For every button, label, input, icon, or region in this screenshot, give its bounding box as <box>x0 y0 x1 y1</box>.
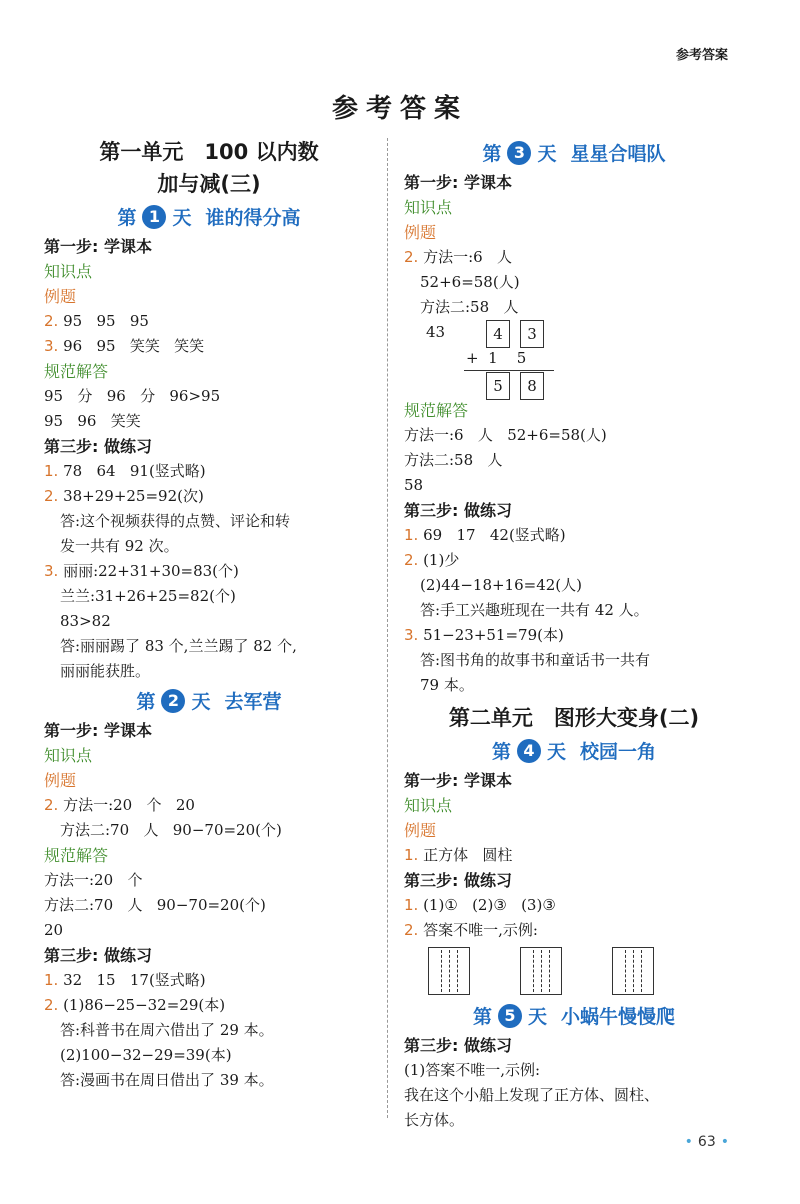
answer-line: 58 <box>404 476 424 494</box>
day-prefix: 第 <box>482 143 502 165</box>
answer-line: 95 96 笑笑 <box>44 412 141 430</box>
answer-text: (1)86−25−32=29(本) <box>58 996 226 1014</box>
example-shapes <box>424 943 744 999</box>
item-number: 2. <box>44 996 59 1014</box>
answer-line: 20 <box>44 921 64 939</box>
answer-line: 答:图书角的故事书和童话书一共有 <box>420 651 651 669</box>
answer-line: (1)答案不唯一,示例: <box>404 1061 541 1079</box>
answer-line: 答:科普书在周六借出了 29 本。 <box>60 1021 274 1039</box>
item-number: 1. <box>404 526 419 544</box>
answer-line: 丽丽能获胜。 <box>60 662 151 680</box>
item-number: 1. <box>404 846 419 864</box>
item-number: 2. <box>44 796 59 814</box>
answer-line: 发一共有 92 次。 <box>60 537 179 555</box>
unit-title-2: 第二单元 图形大变身(二) <box>448 706 700 730</box>
answer-text: 32 15 17(竖式略) <box>58 971 206 989</box>
section-knowledge: 知识点 <box>44 746 93 765</box>
answer-line: 方法二:58 人 <box>404 451 503 469</box>
day-number-badge: 3 <box>507 141 531 165</box>
answer-text: 78 64 91(竖式略) <box>58 462 206 480</box>
section-knowledge: 知识点 <box>404 198 453 217</box>
section-knowledge: 知识点 <box>44 262 93 281</box>
day-heading-1 <box>44 202 374 234</box>
day-prefix: 第 <box>472 1006 492 1028</box>
section-example: 例题 <box>44 287 77 306</box>
step-heading: 第三步: 做练习 <box>404 871 512 890</box>
answer-line <box>44 559 374 584</box>
day-number-badge: 1 <box>142 205 166 229</box>
answer-text: 答案不唯一,示例: <box>418 921 538 939</box>
answer-line: 方法二:70 人 90−70=20(个) <box>44 896 266 914</box>
section-example: 例题 <box>404 223 437 242</box>
left-column <box>44 136 374 1093</box>
answer-line <box>404 623 744 648</box>
page-title: 参考答案 <box>331 94 468 124</box>
item-number: 1. <box>44 971 59 989</box>
rectangle-shape <box>428 947 470 995</box>
section-example: 例题 <box>44 771 77 790</box>
answer-line <box>404 843 744 868</box>
answer-line: 答:丽丽踢了 83 个,兰兰踢了 82 个, <box>60 637 297 655</box>
step-heading: 第三步: 做练习 <box>44 946 152 965</box>
answer-line: 79 本。 <box>420 676 474 694</box>
answer-text: 丽丽:22+31+30=83(个) <box>58 562 239 580</box>
day-title: 小蜗牛慢慢爬 <box>561 1006 676 1028</box>
answer-line <box>44 968 374 993</box>
answer-line: (2)100−32−29=39(本) <box>60 1046 232 1064</box>
item-number: 3. <box>44 337 59 355</box>
answer-line <box>44 334 374 359</box>
day-suffix: 天 <box>191 691 211 713</box>
answer-line: 83>82 <box>60 612 111 630</box>
right-column <box>404 136 744 1133</box>
answer-line <box>44 484 374 509</box>
answer-line: 兰兰:31+26+25=82(个) <box>60 587 236 605</box>
vertical-lead-number: 43 <box>426 323 446 341</box>
vertical-addend: + 1 5 <box>466 349 527 367</box>
answer-line: 方法一:20 个 <box>44 871 143 889</box>
answer-text: 方法一:20 个 20 <box>58 796 195 814</box>
day-title: 谁的得分高 <box>205 207 301 229</box>
day-suffix: 天 <box>527 1006 547 1028</box>
answer-line: 方法二:70 人 90−70=20(个) <box>60 821 282 839</box>
answer-line <box>404 918 744 943</box>
day-suffix: 天 <box>172 207 192 229</box>
unit-title-line2: 加与减(三) <box>157 172 261 196</box>
answer-line <box>404 245 744 270</box>
answer-line: 答:这个视频获得的点赞、评论和转 <box>60 512 291 530</box>
item-number: 2. <box>404 921 419 939</box>
answer-line <box>404 893 744 918</box>
page-number-text: 63 <box>697 1134 716 1150</box>
column-divider <box>387 138 388 1118</box>
digit-box: 5 <box>486 372 510 400</box>
section-knowledge: 知识点 <box>404 796 453 815</box>
answer-text: 96 95 笑笑 笑笑 <box>58 337 205 355</box>
answer-text: (1)少 <box>418 551 460 569</box>
answer-text: (1)① (2)③ (3)③ <box>418 896 556 914</box>
digit-box: 4 <box>486 320 510 348</box>
answer-line: 方法一:6 人 52+6=58(人) <box>404 426 607 444</box>
day-number-badge: 4 <box>517 739 541 763</box>
item-number: 2. <box>404 248 419 266</box>
item-number: 1. <box>404 896 419 914</box>
section-standard-answer: 规范解答 <box>44 362 109 381</box>
answer-line <box>44 793 374 818</box>
day-suffix: 天 <box>546 741 566 763</box>
answer-line: 52+6=58(人) <box>420 273 520 291</box>
answer-text: 69 17 42(竖式略) <box>418 526 566 544</box>
answer-text: 38+29+25=92(次) <box>58 487 204 505</box>
day-number-badge: 2 <box>161 689 185 713</box>
digit-box: 3 <box>520 320 544 348</box>
item-number: 2. <box>404 551 419 569</box>
step-heading: 第一步: 学课本 <box>44 237 152 256</box>
answer-line: 95 分 96 分 96>95 <box>44 387 221 405</box>
answer-line <box>44 309 374 334</box>
answer-line: 答:漫画书在周日借出了 39 本。 <box>60 1071 274 1089</box>
day-heading-3 <box>404 138 744 170</box>
answer-line: 长方体。 <box>404 1111 465 1129</box>
vertical-sum-rule <box>464 370 554 371</box>
step-heading: 第一步: 学课本 <box>44 721 152 740</box>
section-standard-answer: 规范解答 <box>404 401 469 420</box>
header-corner-label: 参考答案 <box>675 48 728 63</box>
step-heading: 第三步: 做练习 <box>44 437 152 456</box>
day-prefix: 第 <box>117 207 137 229</box>
answer-line: 方法二:58 人 <box>420 298 519 316</box>
answer-line: 我在这个小船上发现了正方体、圆柱、 <box>404 1086 660 1104</box>
vertical-addition <box>404 320 744 398</box>
section-example: 例题 <box>404 821 437 840</box>
day-title: 去军营 <box>224 691 282 713</box>
day-title: 校园一角 <box>580 741 657 763</box>
item-number: 2. <box>44 487 59 505</box>
answer-text: 方法一:6 人 <box>418 248 512 266</box>
answer-line: 答:手工兴趣班现在一共有 42 人。 <box>420 601 649 619</box>
day-heading-2 <box>44 686 374 718</box>
section-standard-answer: 规范解答 <box>44 846 109 865</box>
rectangle-shape <box>520 947 562 995</box>
step-heading: 第三步: 做练习 <box>404 1036 512 1055</box>
day-heading-4 <box>404 736 744 768</box>
answer-line <box>44 993 374 1018</box>
day-heading-5 <box>404 1001 744 1033</box>
answer-line <box>404 548 744 573</box>
day-number-badge: 5 <box>498 1004 522 1028</box>
step-heading: 第一步: 学课本 <box>404 771 512 790</box>
answer-text: 正方体 圆柱 <box>418 846 513 864</box>
answer-line: (2)44−18+16=42(人) <box>420 576 583 594</box>
item-number: 3. <box>44 562 59 580</box>
rectangle-shape <box>612 947 654 995</box>
day-suffix: 天 <box>537 143 557 165</box>
dot-icon: • <box>684 1134 693 1150</box>
unit-title-line1: 第一单元 100 以内数 <box>99 140 319 164</box>
dot-icon: • <box>720 1134 729 1150</box>
answer-text: 51−23+51=79(本) <box>418 626 564 644</box>
item-number: 2. <box>44 312 59 330</box>
item-number: 1. <box>44 462 59 480</box>
day-title: 星星合唱队 <box>570 143 666 165</box>
answer-line <box>44 459 374 484</box>
digit-box: 8 <box>520 372 544 400</box>
answer-line <box>404 523 744 548</box>
day-prefix: 第 <box>491 741 511 763</box>
step-heading: 第三步: 做练习 <box>404 501 512 520</box>
page-number <box>680 1134 734 1150</box>
step-heading: 第一步: 学课本 <box>404 173 512 192</box>
day-prefix: 第 <box>136 691 156 713</box>
answer-text: 95 95 95 <box>58 312 149 330</box>
item-number: 3. <box>404 626 419 644</box>
